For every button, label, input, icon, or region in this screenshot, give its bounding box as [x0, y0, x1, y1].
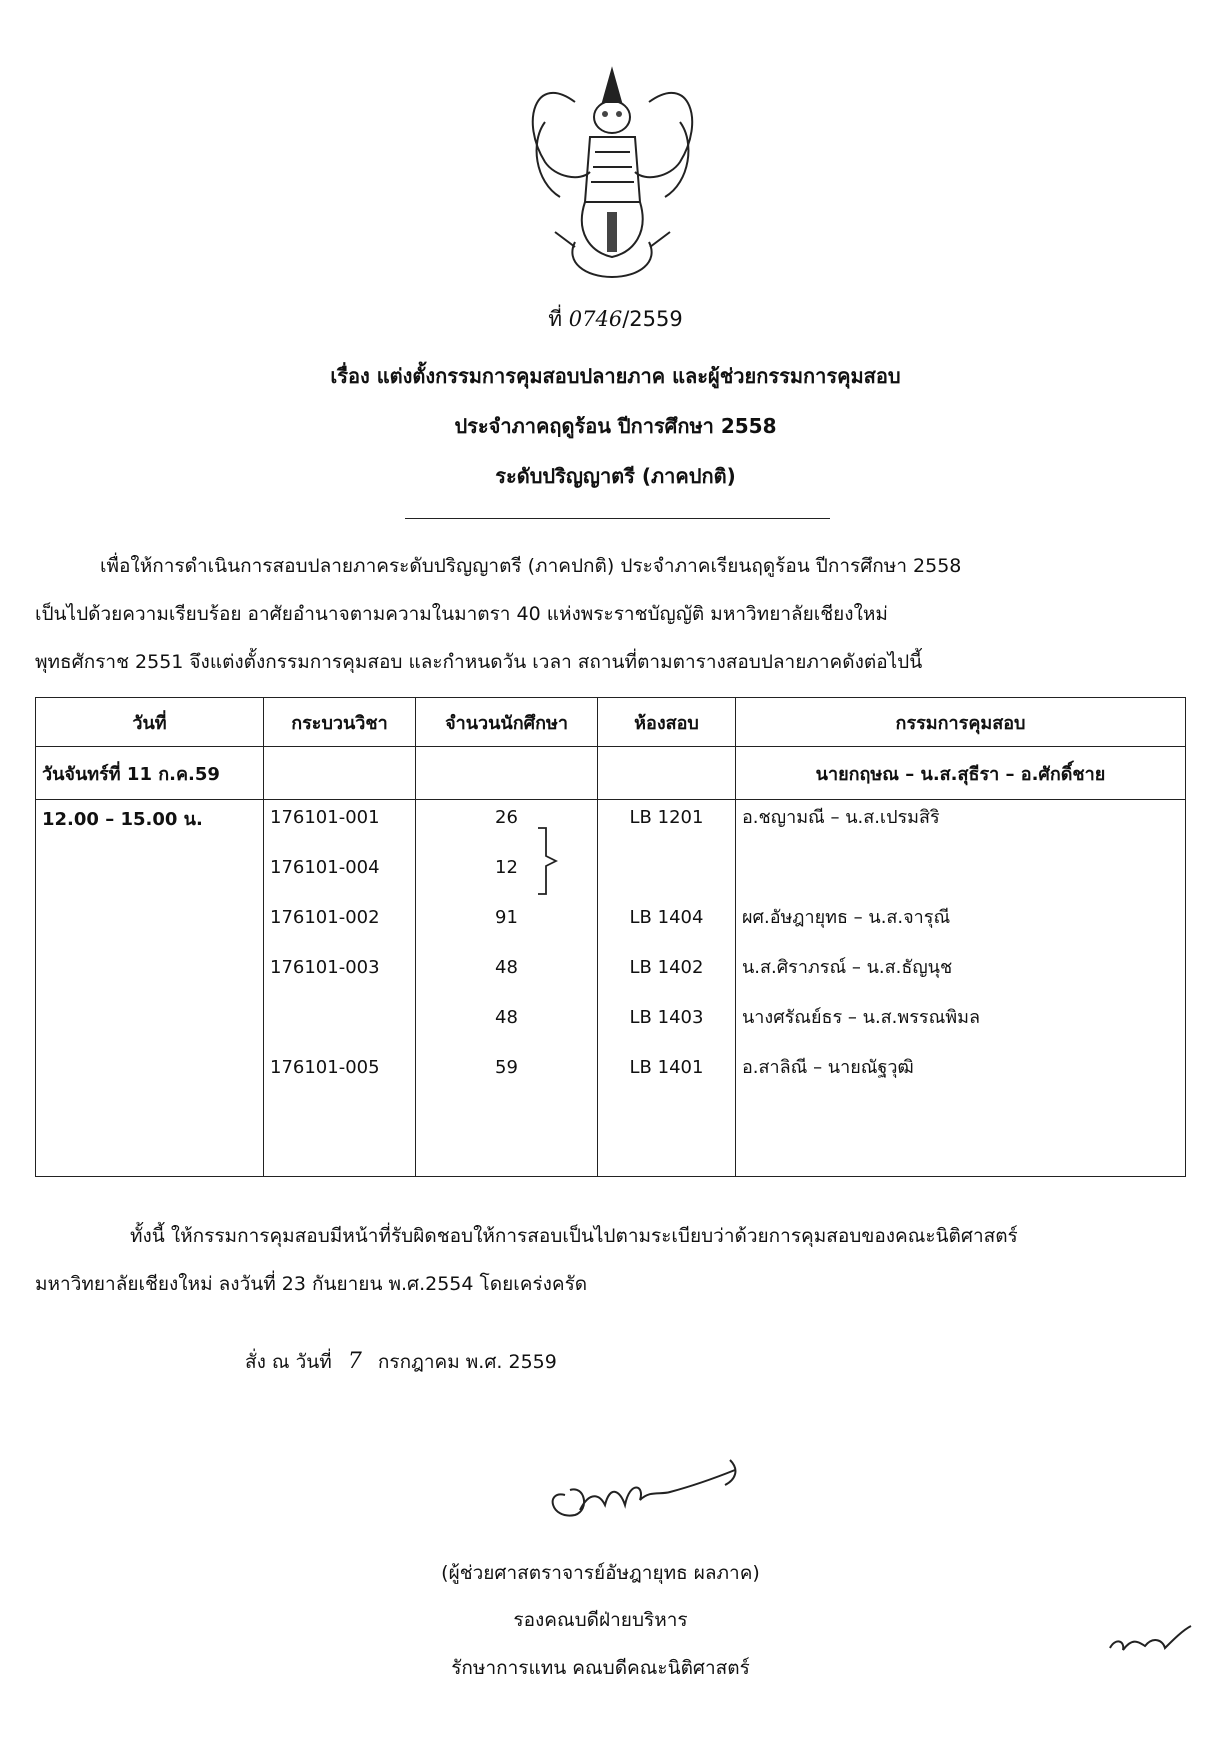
course-column	[264, 800, 416, 1177]
proctors-column	[736, 800, 1186, 1177]
body-line-1: เพื่อให้การดำเนินการสอบปลายภาคระดับปริญญาตรี (ภาคปกติ) ประจำภาคเรียนฤดูร้อน ปีการศึกษา 2558	[100, 555, 962, 577]
students-cell: 26	[495, 807, 518, 828]
signatory-name: (ผู้ช่วยศาสตราจารย์อัษฎายุทธ ผลภาค)	[441, 1562, 760, 1584]
initial-mark-icon	[1105, 1618, 1195, 1658]
header-proctors: กรรมการคุมสอบ	[736, 698, 1186, 747]
room-cell: LB 1404	[629, 907, 704, 928]
exam-time: 12.00 – 15.00 น.	[36, 800, 264, 1177]
header-course: กระบวนวิชา	[264, 698, 416, 747]
table-header-row	[36, 698, 1186, 747]
students-cell: 48	[495, 957, 518, 978]
students-cell: 59	[495, 1057, 518, 1078]
room-cell: LB 1403	[629, 1007, 704, 1028]
course-cell: 176101-003	[270, 957, 380, 978]
course-cell: 176101-001	[270, 807, 380, 828]
signatory-position: รองคณบดีฝ่ายบริหาร	[513, 1609, 688, 1631]
divider	[405, 518, 830, 519]
body-line-3: พุทธศักราช 2551 จึงแต่งตั้งกรรมการคุมสอบ และกำหนดวัน เวลา สถานที่ตามตารางสอบปลายภาคดังต่อไปนี้	[35, 651, 923, 673]
subject-line-1: เรื่อง แต่งตั้งกรรมการคุมสอบปลายภาค และผู้ช่วยกรรมการคุมสอบ	[330, 364, 901, 388]
number-label: ที่	[548, 307, 563, 331]
signature-icon	[535, 1450, 745, 1530]
closing-line-1: ทั้งนี้ ให้กรรมการคุมสอบมีหน้าที่รับผิดชอบให้การสอบเป็นไปตามระเบียบว่าด้วยการคุมสอบของคณะนิติศาสตร์	[130, 1225, 1018, 1247]
number-handwritten: 0746	[568, 307, 623, 331]
proctors-cell: ผศ.อัษฎายุทธ – น.ส.จารุณี	[742, 907, 951, 928]
order-day: 7	[347, 1349, 362, 1374]
proctors-cell: อ.สาลิณี – นายณัฐวุฒิ	[742, 1057, 914, 1078]
students-cell: 91	[495, 907, 518, 928]
proctors-cell: นางศรัณย์ธร – น.ส.พรรณพิมล	[742, 1007, 981, 1028]
document-number	[0, 303, 1231, 336]
room-cell: LB 1402	[629, 957, 704, 978]
room-cell	[604, 854, 729, 904]
header-date: วันที่	[36, 698, 264, 747]
closing-line-2: มหาวิทยาลัยเชียงใหม่ ลงวันที่ 23 กันยายน พ.ศ.2554 โดยเคร่งครัด	[35, 1273, 588, 1295]
subject-line-2: ประจำภาคฤดูร้อน ปีการศึกษา 2558	[454, 414, 777, 438]
signatory-acting: รักษาการแทน คณบดีคณะนิติศาสตร์	[451, 1657, 750, 1679]
course-cell: 176101-002	[270, 907, 380, 928]
course-cell: 176101-005	[270, 1057, 380, 1078]
course-cell	[270, 1004, 409, 1054]
number-suffix: /2559	[622, 307, 683, 331]
proctors-cell	[742, 854, 1179, 904]
proctors-cell: น.ส.ศิราภรณ์ – น.ส.ธัญนุช	[742, 957, 953, 978]
table-date-row	[36, 747, 1186, 800]
order-prefix: สั่ง ณ วันที่	[245, 1351, 332, 1373]
room-cell: LB 1401	[629, 1057, 704, 1078]
students-cell: 48	[495, 1007, 518, 1028]
order-suffix: กรกฎาคม พ.ศ. 2559	[377, 1351, 557, 1373]
room-cell: LB 1201	[629, 807, 704, 828]
room-column	[598, 800, 736, 1177]
exam-date: วันจันทร์ที่ 11 ก.ค.59	[36, 747, 264, 800]
exam-schedule-table	[35, 697, 1186, 1177]
table-body-row	[36, 800, 1186, 1177]
header-students: จำนวนนักศึกษา	[416, 698, 598, 747]
subject-line-3: ระดับปริญญาตรี (ภาคปกติ)	[495, 464, 736, 488]
head-proctors: นายกฤษณ – น.ส.สุธีรา – อ.ศักดิ์ชาย	[736, 747, 1186, 800]
students-column	[416, 800, 598, 1177]
course-cell: 176101-004	[270, 857, 380, 878]
header-room: ห้องสอบ	[598, 698, 736, 747]
brace-icon	[536, 826, 558, 896]
garuda-emblem-icon	[515, 62, 710, 284]
proctors-cell: อ.ชญามณี – น.ส.เปรมสิริ	[742, 807, 940, 828]
students-cell: 12	[495, 857, 518, 878]
order-date	[245, 1348, 557, 1376]
body-line-2: เป็นไปด้วยความเรียบร้อย อาศัยอำนาจตามความในมาตรา 40 แห่งพระราชบัญญัติ มหาวิทยาลัยเชียงใหม่	[35, 603, 888, 625]
